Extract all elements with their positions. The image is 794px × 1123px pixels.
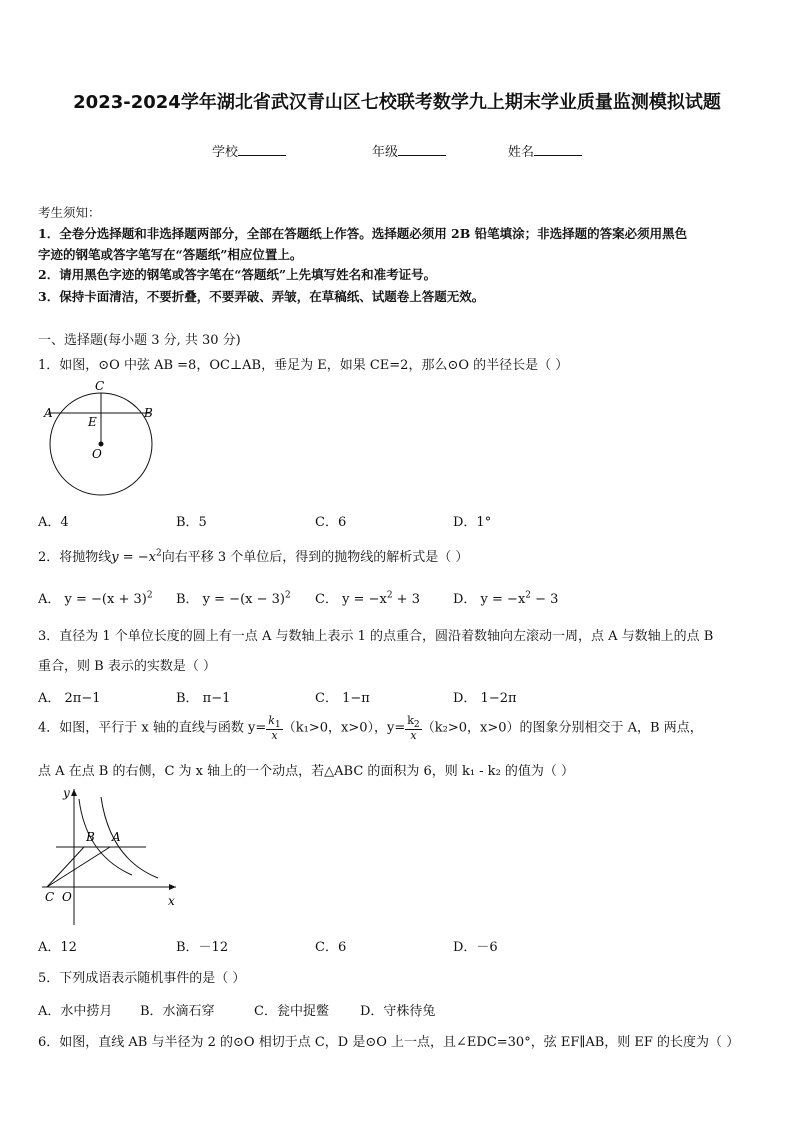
q4-line-2: 点 A 在点 B 的右侧，C 为 x 轴上的一个动点，若△ABC 的面积为 6，则 k₁ - k₂ 的值为（ ） — [38, 764, 575, 779]
q5-stem: 5．下列成语表示随机事件的是（ ） — [38, 971, 246, 986]
q1-option-c[interactable]: C．6 — [315, 515, 347, 530]
q1-option-d[interactable]: D．1° — [453, 515, 492, 530]
page-title: 2023-2024学年湖北省武汉青山区七校联考数学九上期末学业质量监测模拟试题 — [73, 92, 721, 113]
grade-label: 年级 — [372, 145, 399, 160]
q4-option-b[interactable]: B．－12 — [176, 940, 229, 955]
school-field[interactable] — [212, 141, 286, 160]
q4-option-c[interactable]: C．6 — [315, 940, 347, 955]
q5-option-c[interactable]: C．瓮中捉鳖 — [254, 1004, 329, 1019]
q4-line-1: 4．如图，平行于 x 轴的直线与函数 y= $\frac{k_1}{x}$ （k₁>0，x>0），y= $\frac{k_2}{x}$ （k₂>0，x>0）的图象分别相交于 A，B 两点， — [38, 714, 703, 743]
name-label: 姓名 — [508, 145, 535, 160]
q2-stem: 2．将抛物线$y = -x^2$向右平移 3 个单位后，得到的抛物线的解析式是（ ） — [38, 548, 469, 565]
q3-line-2: 重合，则 B 表示的实数是（ ） — [38, 659, 216, 674]
q4-fraction-k1: $\frac{k_1}{x}$ — [268, 714, 281, 743]
grade-field[interactable] — [372, 141, 446, 160]
q4-option-a[interactable]: A．12 — [38, 940, 77, 955]
q2-option-c[interactable]: C． $y = -x^2 + 3$ — [315, 590, 420, 607]
notice-heading: 考生须知： — [38, 205, 101, 220]
name-field[interactable] — [508, 141, 582, 160]
q4-option-d[interactable]: D．－6 — [453, 940, 498, 955]
q1-label-a: A — [44, 406, 53, 420]
school-label: 学校 — [212, 145, 239, 160]
q2-stem-expr: y = −x — [111, 550, 157, 565]
q2-stem-pre: 2．将抛物线 — [38, 550, 112, 565]
q2-option-d[interactable]: D． $y = -x^2 - 3$ — [453, 590, 559, 607]
q5-option-a[interactable]: A．水中捞月 — [38, 1004, 113, 1019]
notice-line-2: 2．请用黑色字迹的钢笔或答字笔在“答题纸”上先填写姓名和准考证号。 — [38, 267, 437, 282]
q1-label-o: O — [92, 447, 102, 461]
q4-graph-figure — [38, 785, 188, 925]
q4-fraction-k2: $\frac{k_2}{x}$ — [407, 714, 420, 743]
notice-line-1b: 字迹的钢笔或答字笔写在“答题纸”相应位置上。 — [38, 247, 303, 262]
q4-label-b: B — [86, 830, 95, 844]
q5-option-d[interactable]: D．守株待兔 — [360, 1004, 436, 1019]
q1-option-a[interactable]: A．4 — [38, 515, 69, 530]
q4-label-y: y — [63, 786, 70, 800]
q3-option-a[interactable]: A． 2π−1 — [38, 691, 101, 706]
q1-label-c: C — [95, 379, 105, 393]
q1-circle-figure — [38, 378, 168, 503]
q1-label-e: E — [88, 415, 97, 429]
q3-option-b[interactable]: B． π−1 — [176, 691, 231, 706]
q3-line-1: 3．直径为 1 个单位长度的圆上有一点 A 与数轴上表示 1 的点重合，圆沿着数轴向左滚动一周，点 A 与数轴上的点 B — [38, 629, 714, 644]
q6-stem: 6．如图，直线 AB 与半径为 2 的⊙O 相切于点 C，D 是⊙O 上一点，且∠EDC=30°，弦 EF∥AB，则 EF 的长度为（ ） — [38, 1035, 740, 1050]
notice-line-1a: 1．全卷分选择题和非选择题两部分，全部在答题纸上作答。选择题必须用 2B 铅笔填涂；非选择题的答案必须用黑色 — [38, 226, 688, 241]
notice-line-3: 3．保持卡面清洁，不要折叠，不要弄破、弄皱，在草稿纸、试题卷上答题无效。 — [38, 289, 485, 304]
q4-label-o: O — [62, 890, 72, 904]
q2-option-a[interactable]: A． $y = -(x + 3)^2$ — [38, 590, 153, 607]
q3-option-d[interactable]: D． 1−2π — [453, 691, 517, 706]
q4-label-x: x — [168, 894, 175, 908]
section-heading: 一、选择题(每小题 3 分, 共 30 分) — [38, 333, 241, 348]
q3-option-c[interactable]: C． 1−π — [315, 691, 370, 706]
q4-label-c: C — [45, 890, 55, 904]
q4-label-a: A — [112, 830, 121, 844]
q2-stem-post: 向右平移 3 个单位后，得到的抛物线的解析式是（ ） — [161, 550, 469, 565]
q1-stem: 1．如图，⊙O 中弦 AB =8，OC⊥AB，垂足为 E，如果 CE=2，那么⊙O 的半径长是（ ） — [38, 358, 569, 373]
q1-label-b: B — [144, 406, 153, 420]
q2-option-b[interactable]: B． $y = -(x - 3)^2$ — [176, 590, 291, 607]
q5-option-b[interactable]: B．水滴石穿 — [140, 1004, 215, 1019]
q1-option-b[interactable]: B．5 — [176, 515, 207, 530]
